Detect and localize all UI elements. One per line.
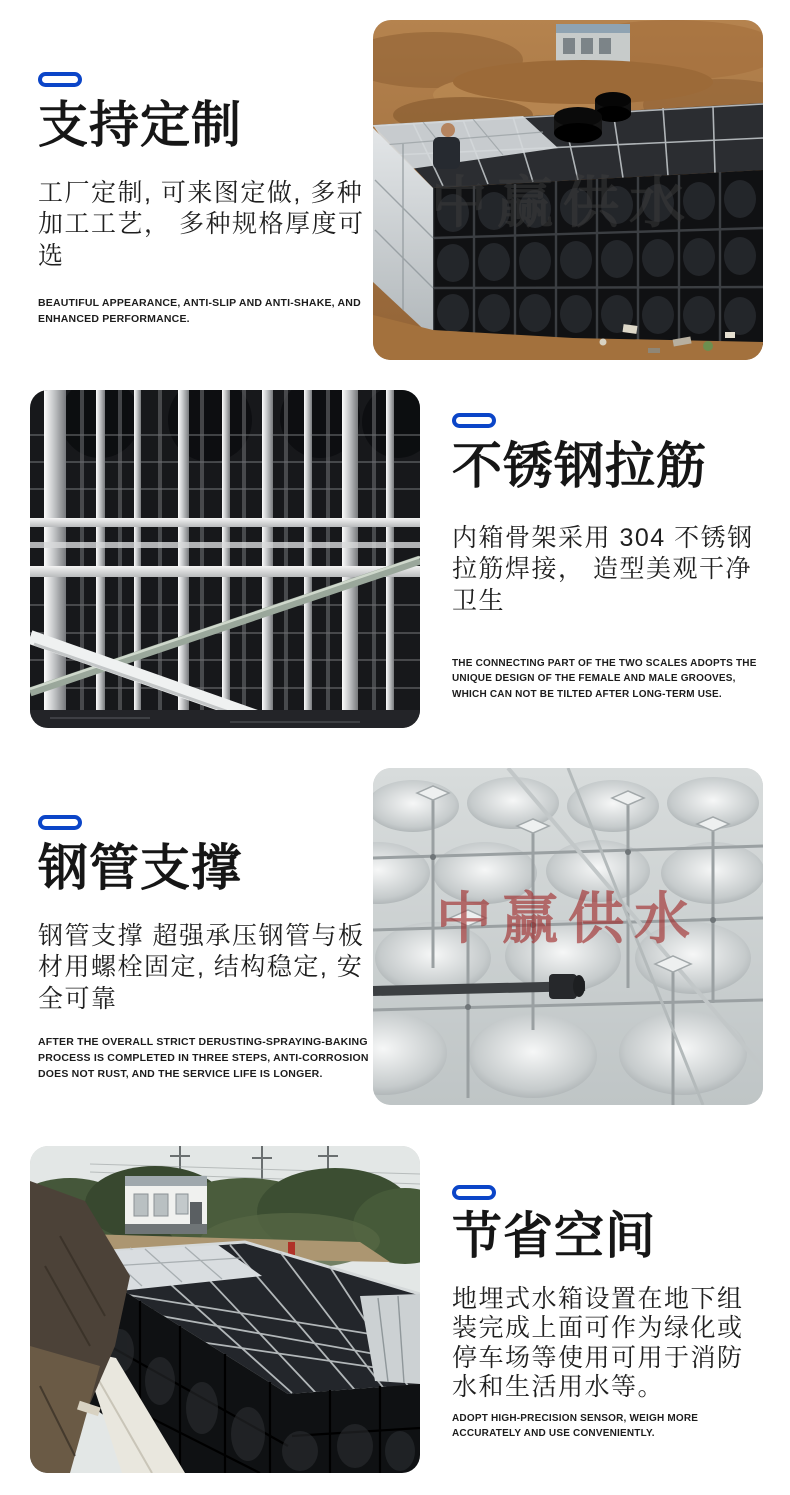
section-marker-icon <box>452 413 496 428</box>
section-marker-icon <box>38 815 82 830</box>
section-body: 内箱骨架采用 304 不锈钢拉筋焊接， 造型美观干净卫生 <box>452 523 754 615</box>
site-building <box>125 1176 207 1234</box>
section-heading: 节省空间 <box>452 1208 656 1264</box>
section-note: AFTER THE OVERALL STRICT DERUSTING-SPRAYING-BAKING PROCESS IS COMPLETED IN THREE STEPS, ANTI-CORROSION DOES NOT RUST, AND THE SERVICE LIFE IS LONGER. <box>38 1035 369 1081</box>
photo-underground-site <box>30 1146 420 1473</box>
photo-buried-tank-construction <box>373 20 763 360</box>
photo-pipe-supports <box>373 768 763 1105</box>
section-marker-icon <box>452 1185 496 1200</box>
section-heading: 不锈钢拉筋 <box>452 438 707 494</box>
section-body: 工厂定制, 可来图定做, 多种加工工艺， 多种规格厚度可选 <box>38 178 365 270</box>
section-heading: 支持定制 <box>38 97 242 153</box>
photo-watermark: 中赢供水 <box>436 887 700 950</box>
section-body: 钢管支撑 超强承压钢管与板材用螺栓固定, 结构稳定, 安全可靠 <box>38 921 365 1013</box>
photo-stainless-tie-rods <box>30 390 420 728</box>
section-customization <box>38 72 368 327</box>
section-note: THE CONNECTING PART OF THE TWO SCALES ADOPTS THE UNIQUE DESIGN OF THE FEMALE AND MALE GROOVES, WHICH CAN NOT BE TILTED AFTER LONG-TERM USE. <box>452 657 757 700</box>
section-stainless-tie-rods <box>452 413 767 702</box>
section-note: BEAUTIFUL APPEARANCE, ANTI-SLIP AND ANTI-SHAKE, AND ENHANCED PERFORMANCE. <box>38 296 361 326</box>
section-space-saving <box>452 1185 767 1442</box>
section-note: ADOPT HIGH-PRECISION SENSOR, WEIGH MORE ACCURATELY AND USE CONVENIENTLY. <box>452 1412 699 1439</box>
section-body: 地埋式水箱设置在地下组装完成上面可作为绿化或停车场等使用可用于消防水和生活用水等。 <box>452 1284 744 1401</box>
section-heading: 钢管支撑 <box>38 840 242 896</box>
section-marker-icon <box>38 72 82 87</box>
photo-watermark: 中赢供水 <box>431 171 695 234</box>
section-steel-pipe-support <box>38 815 370 1083</box>
